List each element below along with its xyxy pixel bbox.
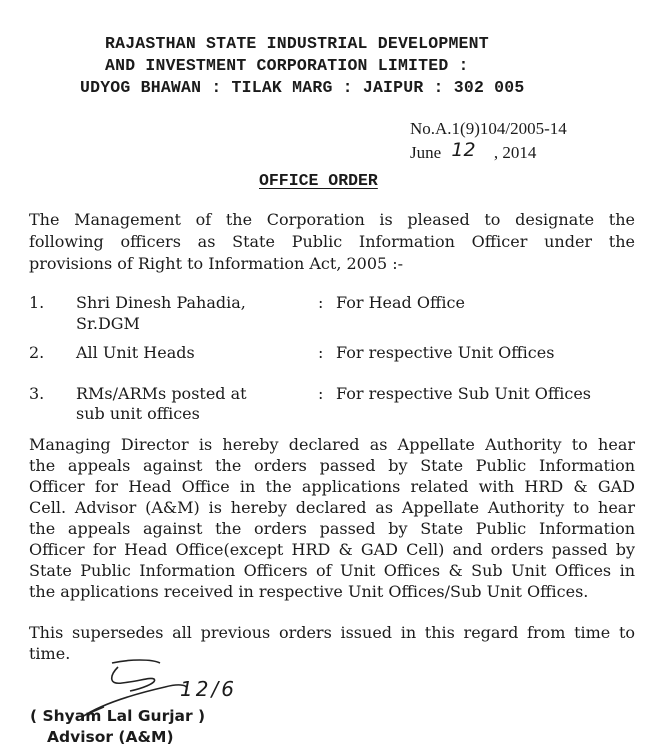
- supersede-line-2: time.: [29, 644, 71, 663]
- list-item-scope: For respective Sub Unit Offices: [336, 384, 591, 403]
- date-month: June: [410, 143, 442, 162]
- list-item-number: 2.: [29, 343, 45, 362]
- list-item-scope: For Head Office: [336, 293, 465, 312]
- appellate-line-7: State Public Information Officers of Unit Offices & Sub Unit Offices in: [29, 561, 635, 580]
- signature-date-handwritten: 12/6: [180, 677, 237, 701]
- intro-line-2: following officers as State Public Information Officer under the: [29, 232, 635, 251]
- list-item-officer-designation: Sr.DGM: [76, 314, 140, 333]
- page-title: OFFICE ORDER: [259, 171, 378, 190]
- list-item-colon: :: [318, 293, 324, 312]
- list-item-colon: :: [318, 384, 324, 403]
- list-item-officer: Shri Dinesh Pahadia,: [76, 293, 246, 312]
- list-item-number: 1.: [29, 293, 45, 312]
- org-name-line-2: AND INVESTMENT CORPORATION LIMITED :: [105, 56, 469, 75]
- appellate-line-2: the appeals against the orders passed by State Public Information: [29, 456, 635, 475]
- appellate-line-8: the applications received in respective Unit Offices/Sub Unit Offices.: [29, 582, 589, 601]
- list-item-colon: :: [318, 343, 324, 362]
- intro-line-3: provisions of Right to Information Act, 2005 :-: [29, 254, 404, 273]
- list-item-officer: All Unit Heads: [76, 343, 195, 362]
- reference-number: No.A.1(9)104/2005-14: [410, 119, 567, 138]
- list-item-number: 3.: [29, 384, 45, 403]
- list-item-scope: For respective Unit Offices: [336, 343, 555, 362]
- appellate-line-6: Officer for Head Office(except HRD & GAD Cell) and orders passed by: [29, 540, 635, 559]
- appellate-line-1: Managing Director is hereby declared as Appellate Authority to hear: [29, 435, 635, 454]
- intro-line-1: The Management of the Corporation is pleased to designate the: [29, 210, 635, 229]
- appellate-line-4: Cell. Advisor (A&M) is hereby declared as Appellate Authority to hear: [29, 498, 635, 517]
- org-name-line-1: RAJASTHAN STATE INDUSTRIAL DEVELOPMENT: [105, 34, 489, 53]
- signatory-designation: Advisor (A&M): [47, 728, 174, 746]
- org-address: UDYOG BHAWAN : TILAK MARG : JAIPUR : 302 005: [80, 78, 525, 97]
- date-year: , 2014: [493, 143, 537, 162]
- appellate-line-3: Officer for Head Office in the applications related with HRD & GAD: [29, 477, 635, 496]
- list-item-officer: RMs/ARMs posted at: [76, 384, 247, 403]
- appellate-line-5: the appeals against the orders passed by State Public Information: [29, 519, 635, 538]
- supersede-line-1: This supersedes all previous orders issued in this regard from time to: [29, 623, 635, 642]
- signatory-name: ( Shyam Lal Gurjar ): [30, 707, 206, 725]
- list-item-officer-location: sub unit offices: [76, 404, 200, 423]
- order-date: [410, 141, 536, 163]
- date-day-handwritten: 12: [451, 139, 476, 161]
